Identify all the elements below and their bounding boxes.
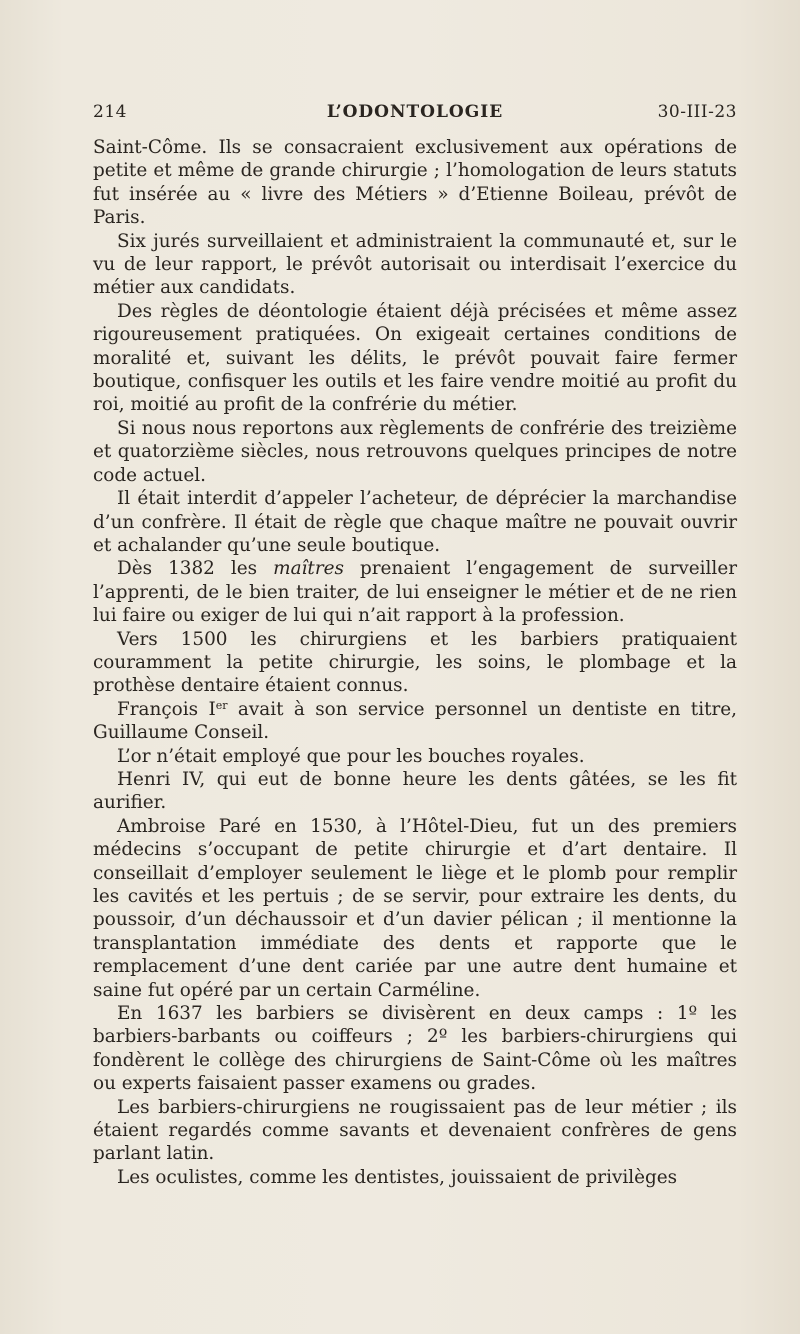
running-header <box>93 102 737 128</box>
page-number: 214 <box>93 102 127 122</box>
paragraph: Vers 1500 les chirurgiens et les barbiers pratiquaient couramment la petite chirurgie, les soins, le plombage et la prothèse dentaire étaient connus. <box>93 628 737 697</box>
paragraph-text: Dès 1382 les <box>117 558 274 580</box>
paragraph-text: François I <box>117 698 216 720</box>
paragraph: Les oculistes, comme les dentistes, jouissaient de privilèges <box>117 1166 678 1188</box>
paragraph: Des règles de déontologie étaient déjà précisées et même assez rigoureusement pratiquées. On exigeait certaines conditions de moralité et, suivant les délits, le prévôt pouvait faire fermer boutique, confisquer les outils et les faire vendre moitié au profit du roi, moitié au profit de la confrérie du métier. <box>93 300 737 416</box>
paragraph: Si nous nous reportons aux règlements de confrérie des treizième et quatorzième siècles, nous retrouvons quelques principes de notre code actuel. <box>93 417 737 486</box>
paragraph <box>93 698 737 745</box>
paragraph: En 1637 les barbiers se divisèrent en deux camps : 1º les barbiers-barbants ou coiffeurs ; 2º les barbiers-chirurgiens qui fondèrent le collège des chirurgiens de Saint-Côme où les maîtres ou experts faisaient passer examens ou grades. <box>93 1003 737 1095</box>
paragraph: Henri IV, qui eut de bonne heure les dents gâtées, se les fit aurifier. <box>93 768 737 814</box>
paragraph: Ambroise Paré en 1530, à l’Hôtel-Dieu, fut un des premiers médecins s’occupant de petite chirurgie et d’art dentaire. Il conseillait d’employer seulement le liège et le plomb pour remplir les cavités et les pertuis ; de se servir, pour extraire les dents, du poussoir, d’un déchaussoir et d’un davier pélican ; il mentionne la transplantation immédiate des dents et rapporte que le remplacement d’une dent cariée par une autre dent humaine et saine fut opéré par un certain Carméline. <box>93 815 737 1001</box>
body-text <box>93 136 737 1189</box>
italic-term: maîtres <box>273 558 344 580</box>
paragraph-text: avait à son service personnel un dentiste en titre, Guillaume Conseil. <box>93 698 737 744</box>
paragraph <box>93 557 737 627</box>
journal-title: L’ODONTOLOGIE <box>326 102 504 122</box>
paragraph: Il était interdit d’appeler l’acheteur, de déprécier la marchandise d’un confrère. Il était de règle que chaque maître ne pouvait ouvrir et achalander qu’une seule boutique. <box>93 488 737 556</box>
paragraph-text: prenaient l’engagement de surveiller l’apprenti, de le bien traiter, de lui enseigner le métier et de ne rien lui faire ou exiger de lui qui n’ait rapport à la profession. <box>93 558 737 627</box>
issue-date: 30-III-23 <box>657 102 737 122</box>
paragraph: Les barbiers-chirurgiens ne rougissaient pas de leur métier ; ils étaient regardés comme savants et devenaient confrères de gens parlant latin. <box>93 1096 737 1165</box>
paragraph: L’or n’était employé que pour les bouches royales. <box>117 745 585 767</box>
paragraph: Six jurés surveillaient et administraient la communauté et, sur le vu de leur rapport, le prévôt autorisait ou interdisait l’exercice du métier aux candidats. <box>93 230 737 299</box>
superscript: er <box>215 698 228 712</box>
paragraph: Saint-Côme. Ils se consacraient exclusivement aux opérations de petite et même de grande chirurgie ; l’homologation de leurs statuts fut insérée au « livre des Métiers » d’Etienne Boileau, prévôt de Paris. <box>93 137 737 229</box>
